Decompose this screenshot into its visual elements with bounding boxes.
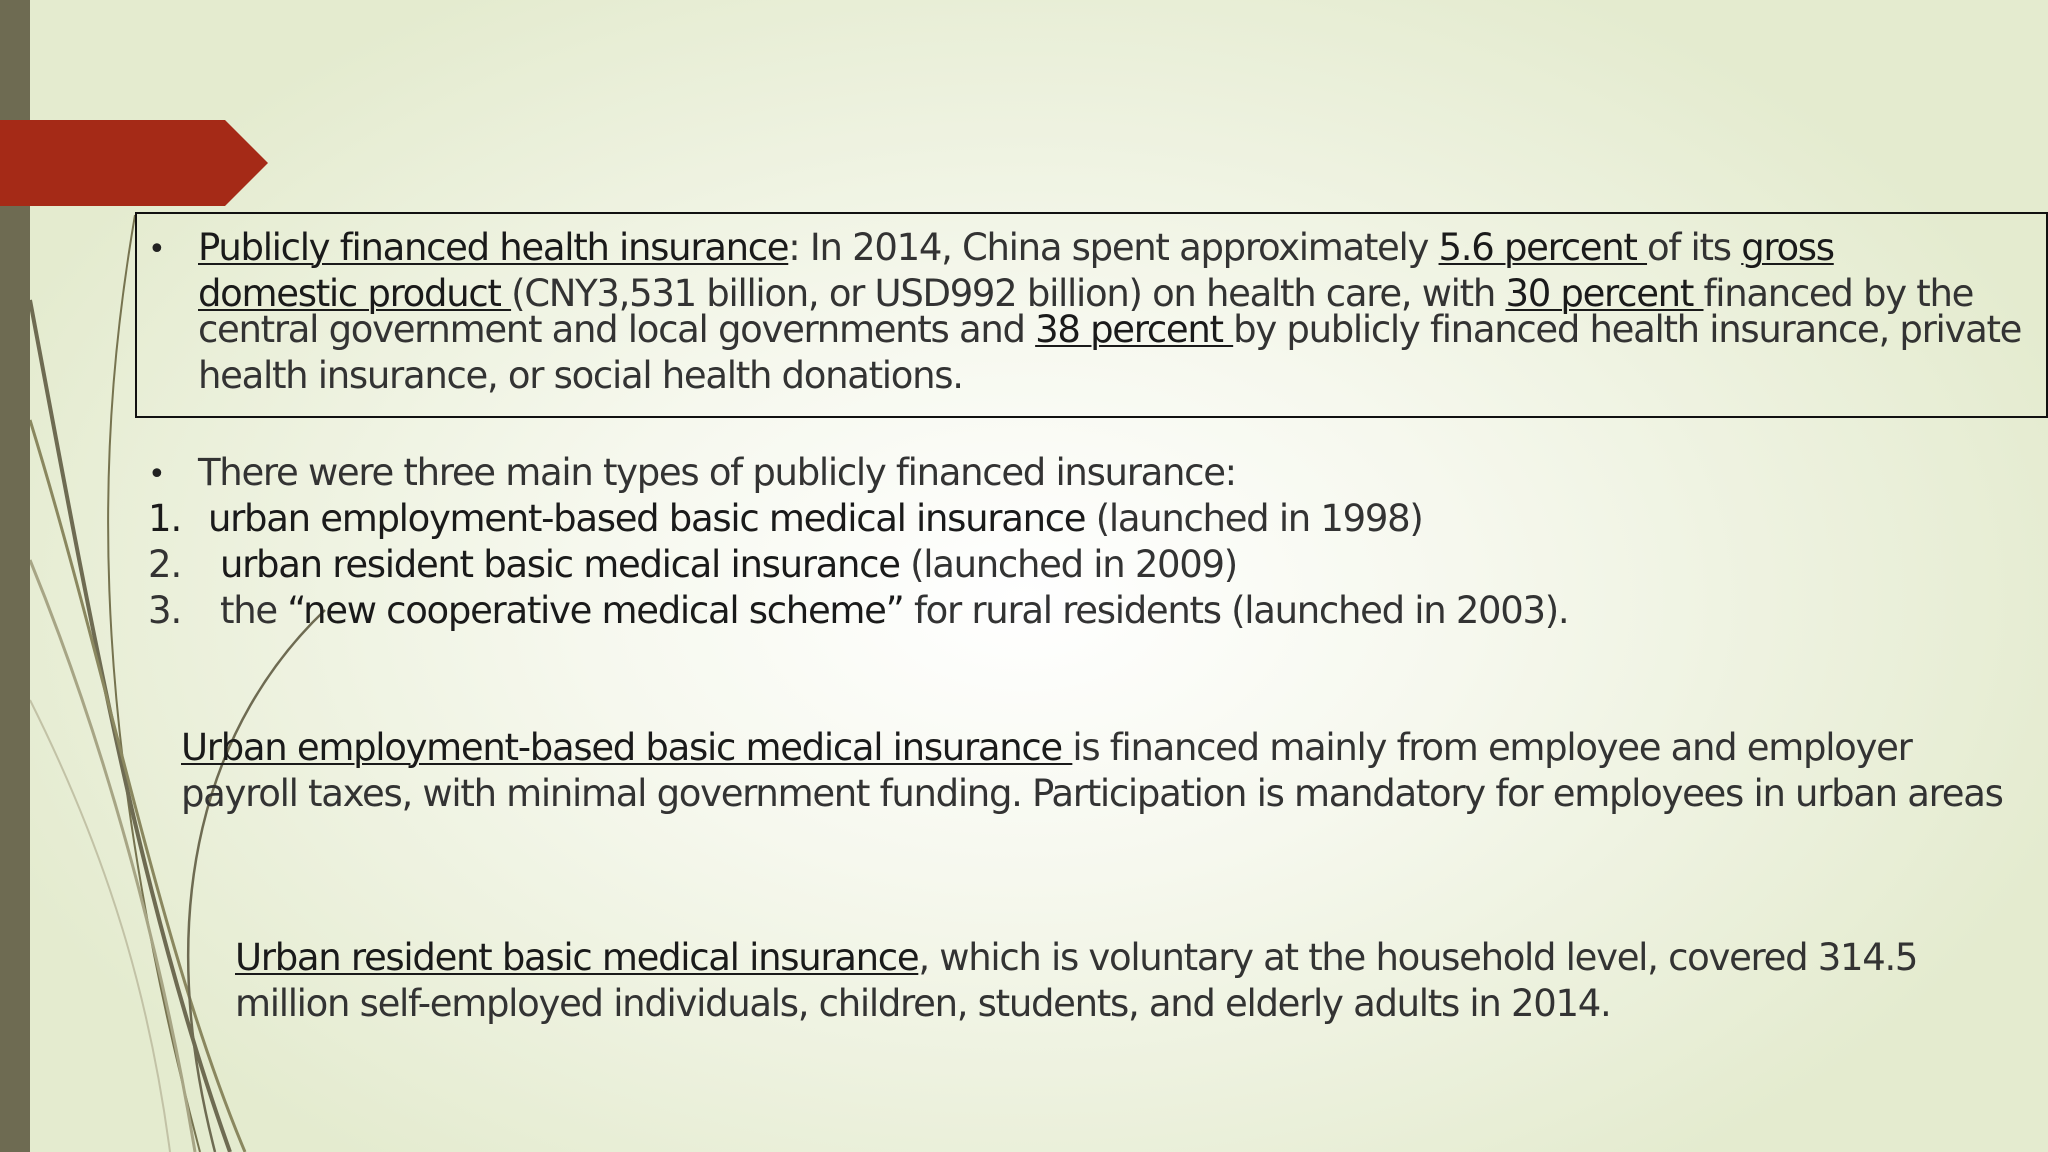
- stat-30-percent: 30 percent: [1505, 272, 1704, 315]
- box-line-3: [198, 307, 2021, 353]
- text-segment: (launched in 2009): [899, 543, 1237, 586]
- text-segment: the: [220, 589, 288, 632]
- text-segment: of its: [1647, 226, 1742, 269]
- list-item-1: [208, 496, 1423, 542]
- list-number: 3.: [148, 589, 182, 632]
- term-urban-employment: Urban employment-based basic medical insurance: [181, 726, 1073, 769]
- text-segment: for rural residents (launched in 2003).: [903, 589, 1569, 632]
- list-item-2: [220, 542, 1237, 588]
- urban-resident-line-2: million self-employed individuals, children, students, and elderly adults in 2014.: [235, 982, 1611, 1025]
- urban-resident-line-1: [235, 935, 1917, 981]
- title-arrow-tab: [0, 120, 268, 206]
- term-domestic-product: domestic product: [198, 272, 512, 315]
- term-urban-resident: Urban resident basic medical insurance: [235, 936, 919, 979]
- box-line-1: [198, 225, 1834, 271]
- text-segment: , which is voluntary at the household level, covered 314.5: [918, 936, 1918, 979]
- term-bold: “new cooperative medical scheme”: [287, 589, 904, 632]
- text-segment: central government and local governments and: [198, 308, 1036, 351]
- bullet-dot: •: [148, 457, 166, 492]
- text-segment: : In 2014, China spent approximately: [788, 226, 1439, 269]
- box-line-4: health insurance, or social health donations.: [198, 354, 963, 397]
- term-bold: urban resident basic medical insurance: [220, 543, 900, 586]
- urban-employment-line-1: [181, 725, 1912, 771]
- text-segment: (launched in 1998): [1085, 497, 1423, 540]
- types-intro: There were three main types of publicly financed insurance:: [198, 451, 1236, 494]
- list-item-3: [220, 588, 1568, 634]
- text-segment: financed by the: [1703, 272, 1974, 315]
- stat-38-percent: 38 percent: [1035, 308, 1234, 351]
- list-number: 2.: [148, 543, 182, 586]
- text-segment: (CNY3,531 billion, or USD992 billion) on health care, with: [511, 272, 1506, 315]
- text-segment: by publicly financed health insurance, private: [1233, 308, 2022, 351]
- list-number: 1.: [148, 497, 182, 540]
- urban-employment-line-2: payroll taxes, with minimal government funding. Participation is mandatory for employees in urban areas: [181, 772, 2003, 815]
- stat-5-6-percent: 5.6 percent: [1438, 226, 1648, 269]
- term-publicly-financed: Publicly financed health insurance: [198, 226, 789, 269]
- term-bold: urban employment-based basic medical insurance: [208, 497, 1086, 540]
- term-gross: gross: [1741, 226, 1834, 269]
- text-segment: is financed mainly from employee and employer: [1072, 726, 1912, 769]
- bullet-dot: •: [148, 232, 166, 267]
